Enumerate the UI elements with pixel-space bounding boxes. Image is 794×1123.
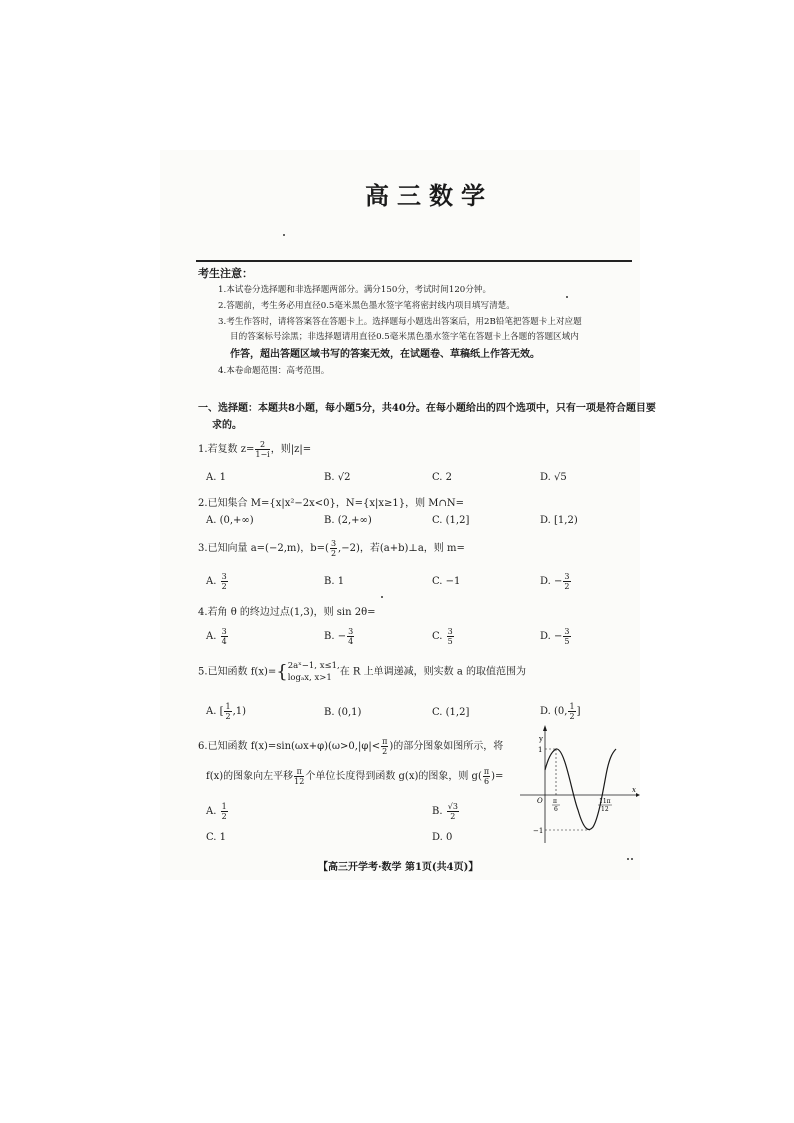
q2-option-a[interactable]: A. (0,+∞) (206, 515, 254, 526)
q1-option-c[interactable]: C. 2 (432, 472, 453, 483)
q4-option-a[interactable]: A. $\frac{3}{4}$ (206, 627, 227, 646)
q1-option-b[interactable]: B. √2 (324, 472, 351, 483)
q2-option-d[interactable]: D. [1,2) (540, 515, 578, 526)
speck (381, 596, 383, 598)
q5-option-d[interactable]: D. (0, $\frac{1}{2}$ ] (540, 702, 581, 721)
q6-option-c[interactable]: C. 1 (206, 832, 227, 843)
q3-option-a[interactable]: A. $\frac{3}{2}$ (206, 572, 227, 591)
section-heading: 一、选择题：本题共8小题，每小题5分，共40分。在每小题给出的四个选项中，只有一项是符合题目要 (198, 403, 656, 414)
question-2: 2.已知集合 M={x|x²−2x<0}，N={x|x≥1}，则 M∩N= (198, 498, 465, 509)
q4-option-c[interactable]: C. $\frac{3}{5}$ (432, 627, 453, 646)
question-6-line-1: 6.已知函数 f(x)=sin(ωx+φ)(ω>0,|φ|< $\frac{\pi}{2}$ )的部分图象如图所示，将 (198, 737, 504, 756)
q3-option-d[interactable]: D. − $\frac{3}{2}$ (540, 572, 570, 591)
q3-option-b[interactable]: B. 1 (324, 576, 345, 587)
q4-option-b[interactable]: B. − $\frac{3}{4}$ (324, 627, 354, 646)
y-tick-neg1: −1 (533, 827, 544, 835)
q5-option-a[interactable]: A. [ $\frac{1}{2}$ ,1) (206, 702, 247, 721)
notice-line-5: 作答，超出答题区域书写的答案无效，在试题卷、草稿纸上作答无效。 (230, 349, 540, 360)
speck (631, 858, 633, 860)
page-footer: 【高三开学考·数学 第1页(共4页)】 (318, 862, 479, 873)
question-5: 5.已知函数 f(x)={ 2aˣ−1, x≤1, logₐx, x>1 在 R 上单调递减，则实数 a 的取值范围为 (198, 661, 526, 683)
x-tick-11pi12-den: 12 (601, 806, 609, 813)
q5-option-c[interactable]: C. (1,2] (432, 707, 470, 718)
origin-label: O (537, 797, 543, 805)
x-tick-pi6-num: π (553, 798, 557, 805)
notice-heading: 考生注意： (198, 267, 253, 280)
header-rule (196, 260, 632, 262)
q1-option-d[interactable]: D. √5 (540, 472, 567, 483)
notice-line-1: 1.本试卷分选择题和非选择题两部分。满分150分，考试时间120分钟。 (218, 285, 492, 295)
q1-option-a[interactable]: A. 1 (206, 472, 226, 483)
y-axis-label: y (539, 735, 543, 743)
notice-line-4: 目的答案标号涂黑；非选择题请用直径0.5毫米黑色墨水签字笔在答题卡上各题的答题区域内 (230, 332, 579, 342)
q2-option-b[interactable]: B. (2,+∞) (324, 515, 372, 526)
exam-title: 高三数学 (365, 181, 493, 210)
q2-option-c[interactable]: C. (1,2] (432, 515, 470, 526)
notice-line-6: 4.本卷命题范围：高考范围。 (218, 366, 330, 376)
q5-option-b[interactable]: B. (0,1) (324, 707, 362, 718)
x-axis-arrow (636, 793, 640, 797)
x-tick-pi6-den: 6 (554, 806, 558, 813)
question-3: 3.已知向量 a=(−2,m)，b=( $\frac{3}{2}$ ,−2)，若(a+b)⊥a，则 m= (198, 539, 465, 558)
q6-option-d[interactable]: D. 0 (432, 832, 453, 843)
x-tick-11pi12-num: 11π (599, 798, 611, 805)
q6-option-a[interactable]: A. $\frac{1}{2}$ (206, 802, 227, 821)
notice-line-3: 3.考生作答时，请将答案答在答题卡上。选择题每小题选出答案后，用2B铅笔把答题卡上对应题 (218, 317, 582, 327)
question-6-line-2: f(x)的图象向左平移 $\frac{\pi}{12}$ 个单位长度得到函数 g(x)的图象，则 g( $\frac{\pi}{6}$ )= (206, 767, 504, 786)
speck (566, 296, 568, 298)
question-4: 4.若角 θ 的终边过点(1,3)，则 sin 2θ= (198, 607, 376, 618)
sine-graph (520, 725, 640, 845)
y-tick-1: 1 (538, 746, 543, 754)
question-1: 1.若复数 z= $\frac{2}{1-i}$ ，则|z|= (198, 440, 312, 459)
sine-curve (545, 749, 616, 830)
speck (283, 234, 285, 236)
speck (627, 858, 629, 860)
q4-option-d[interactable]: D. − $\frac{3}{5}$ (540, 627, 570, 646)
notice-line-2: 2.答题前，考生务必用直径0.5毫米黑色墨水签字笔将密封线内项目填写清楚。 (218, 301, 515, 311)
y-axis-arrow (543, 725, 547, 731)
q3-option-c[interactable]: C. −1 (432, 576, 461, 587)
section-heading-cont: 求的。 (212, 420, 242, 431)
x-axis-label: x (632, 786, 636, 794)
q6-option-b[interactable]: B. $\frac{√3}{2}$ (432, 802, 458, 821)
